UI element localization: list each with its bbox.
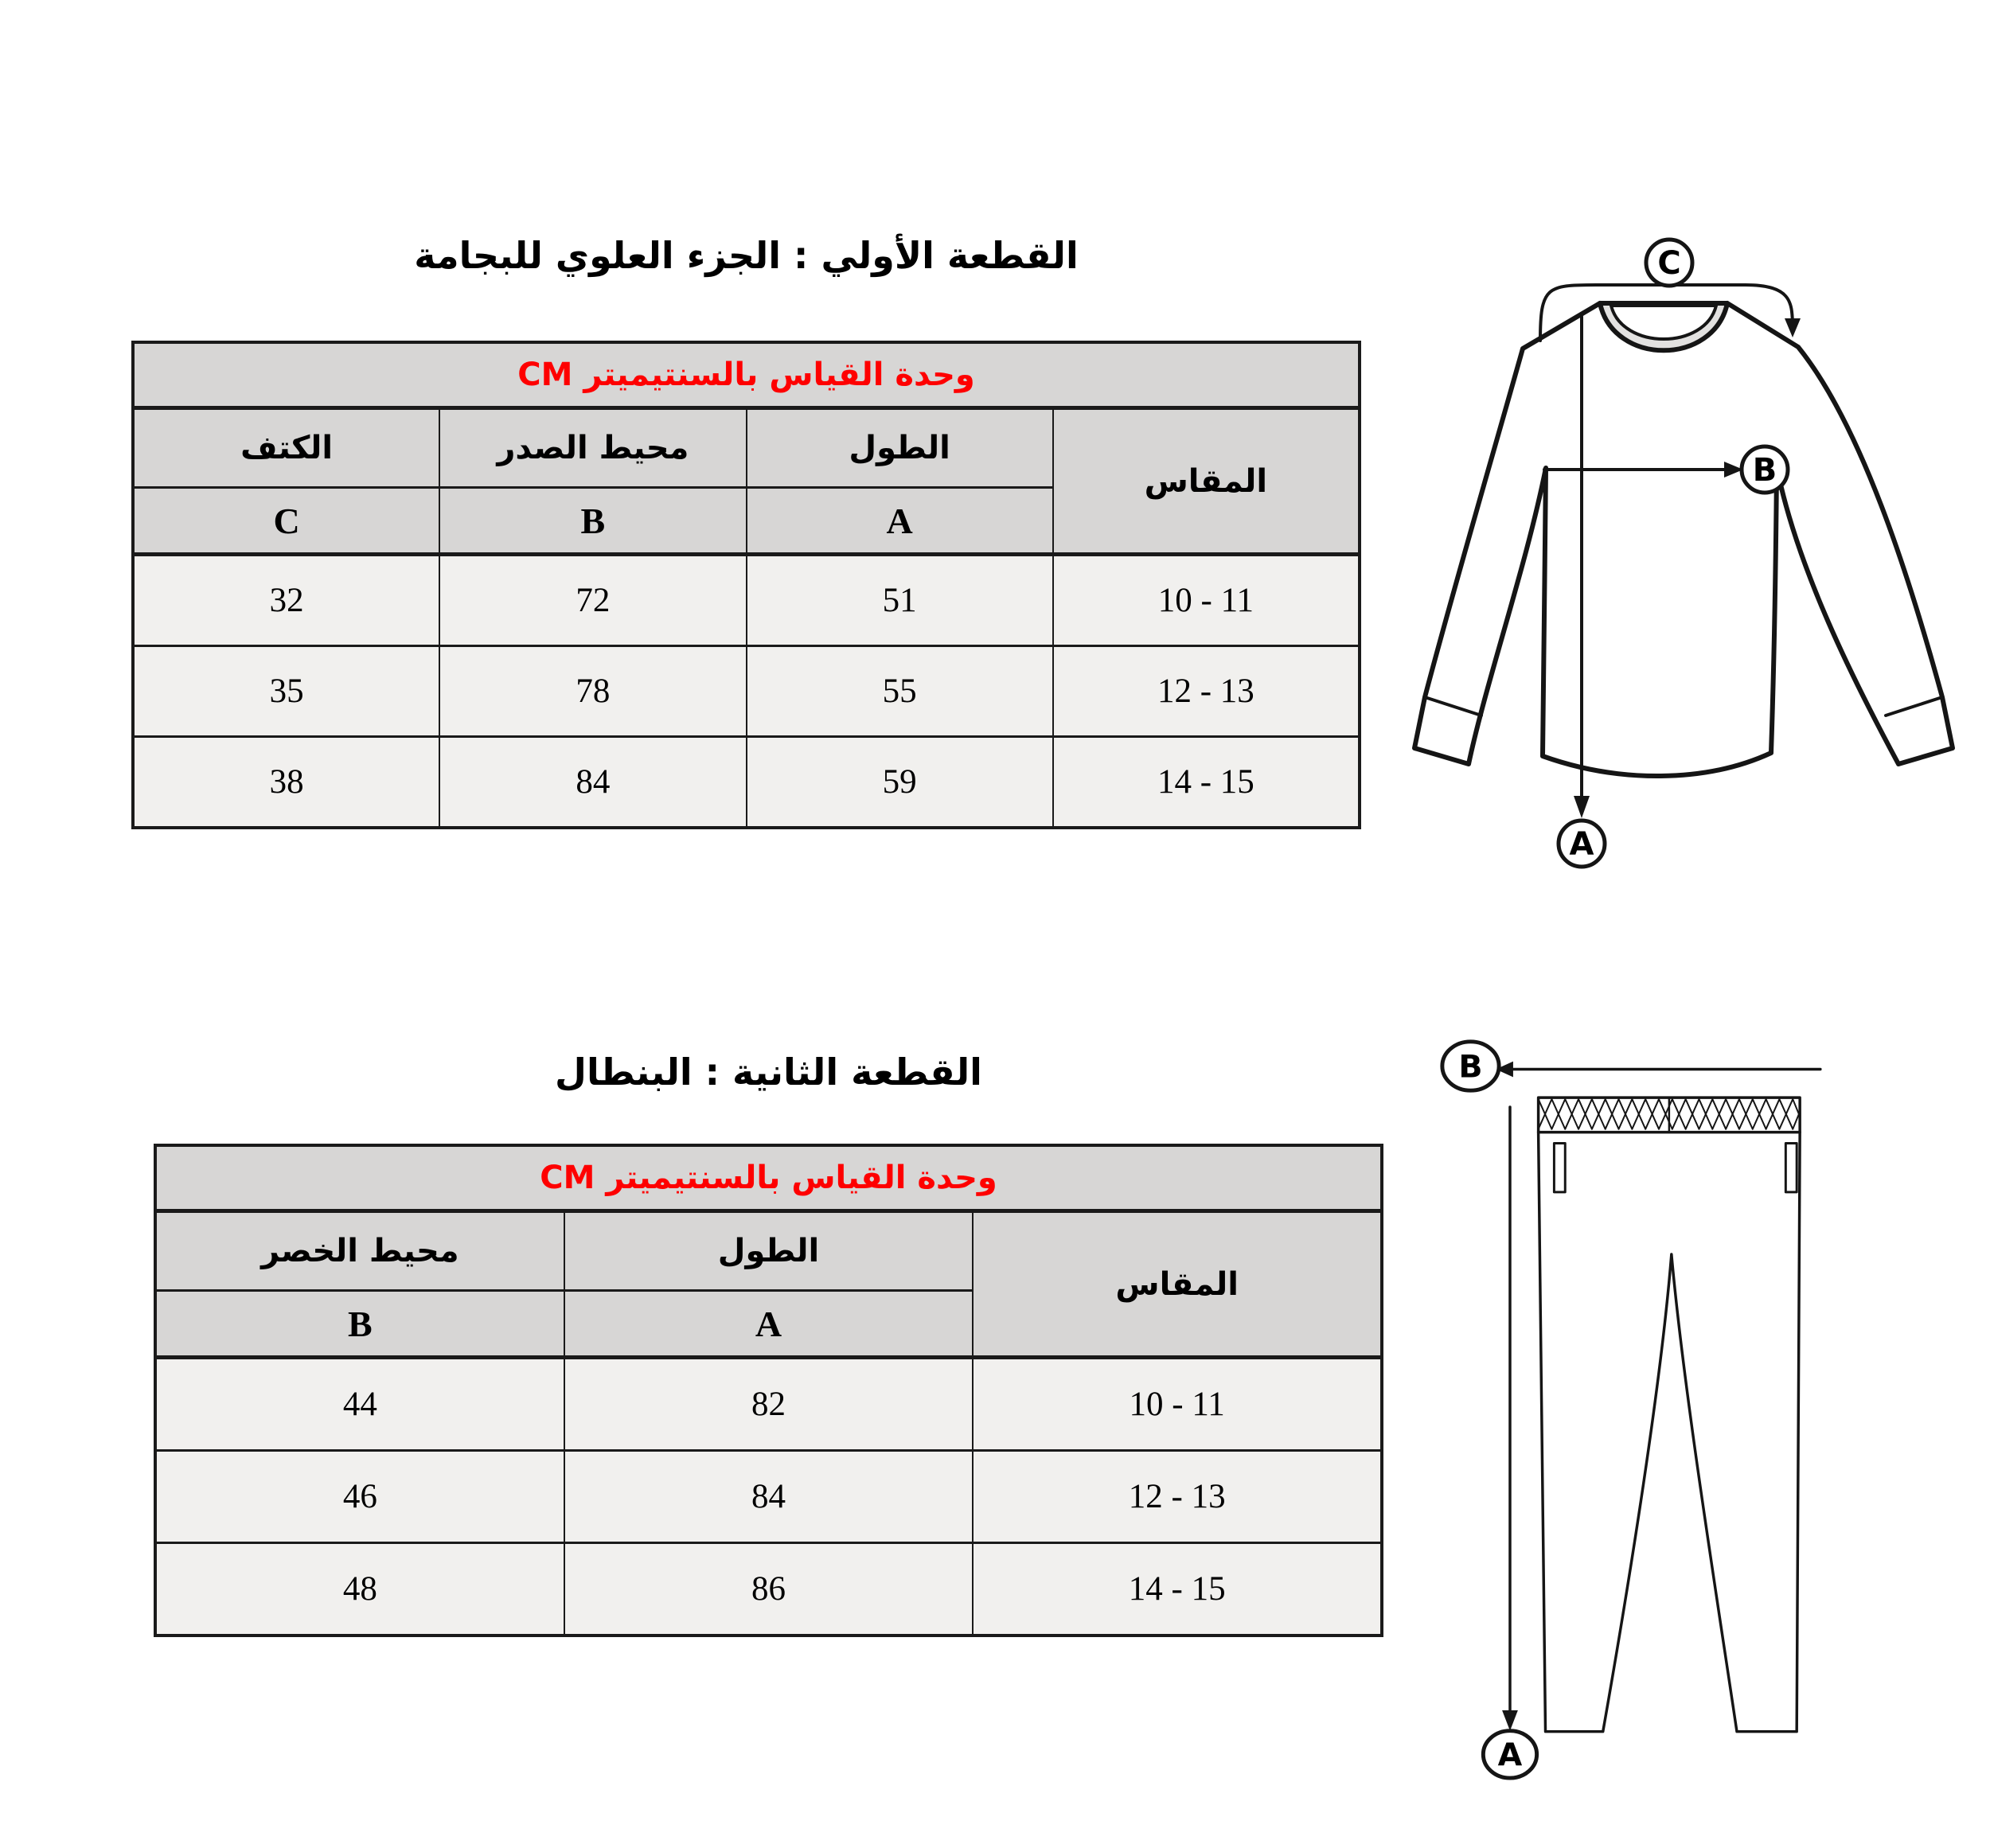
shirt-diagram: [1405, 229, 1962, 874]
chest-value: 84: [439, 737, 746, 828]
length-value: 84: [564, 1451, 974, 1543]
length-letter: A: [1497, 1737, 1523, 1774]
table-row: [155, 1358, 1382, 1451]
shoulder-column-header: الكتف: [133, 408, 439, 488]
length-letter-cell: A: [564, 1291, 974, 1358]
waist-letter: B: [1458, 1048, 1483, 1086]
shoulder-value: 32: [133, 555, 439, 646]
length-value: 51: [747, 555, 1053, 646]
length-arrowhead: [1574, 796, 1590, 818]
table-row: [133, 646, 1360, 737]
size-value: 14 - 15: [973, 1543, 1382, 1636]
chest-column-header: محيط الصدر: [439, 408, 746, 488]
length-arrowhead: [1502, 1710, 1518, 1731]
chest-value: 78: [439, 646, 746, 737]
table-row: [133, 737, 1360, 828]
waist-column-header: محيط الخصر: [155, 1211, 564, 1291]
length-column-header: الطول: [747, 408, 1053, 488]
shoulder-value: 35: [133, 646, 439, 737]
size-column-header: المقاس: [1053, 408, 1360, 555]
chest-letter: B: [1752, 452, 1777, 489]
unit-header-cell: وحدة القياس بالسنتيميتر CM: [133, 342, 1360, 408]
right-belt-loop: [1785, 1143, 1797, 1191]
shoulder-letter: C: [1657, 245, 1681, 282]
chest-letter-cell: B: [439, 488, 746, 555]
size-value: 12 - 13: [973, 1451, 1382, 1543]
waist-value: 46: [155, 1451, 564, 1543]
size-value: 12 - 13: [1053, 646, 1360, 737]
table-row: [155, 1451, 1382, 1543]
top-size-table: [131, 341, 1361, 829]
waist-letter-cell: B: [155, 1291, 564, 1358]
pants-diagram: [1397, 1028, 1922, 1784]
waist-value: 44: [155, 1358, 564, 1451]
chest-value: 72: [439, 555, 746, 646]
size-value: 10 - 11: [973, 1358, 1382, 1451]
column-label-row: [155, 1211, 1382, 1291]
column-label-row: [133, 408, 1360, 488]
shoulder-arrowhead: [1785, 318, 1801, 337]
length-value: 55: [747, 646, 1053, 737]
left-belt-loop: [1554, 1143, 1565, 1191]
length-column-header: الطول: [564, 1211, 974, 1291]
length-letter-cell: A: [747, 488, 1053, 555]
waist-value: 48: [155, 1543, 564, 1636]
size-value: 14 - 15: [1053, 737, 1360, 828]
length-value: 82: [564, 1358, 974, 1451]
bottom-section-title: القطعة الثانية : البنطال: [555, 1051, 982, 1094]
unit-header-row: [155, 1145, 1382, 1211]
length-value: 86: [564, 1543, 974, 1636]
shoulder-value: 38: [133, 737, 439, 828]
pants-outline: [1539, 1133, 1801, 1732]
bottom-size-table: [154, 1144, 1383, 1637]
table-row: [133, 555, 1360, 646]
top-section-title: القطعة الأولي : الجزء العلوي للبجامة: [414, 234, 1079, 277]
size-value: 10 - 11: [1053, 555, 1360, 646]
shirt-outline: [1414, 303, 1953, 776]
table-row: [155, 1543, 1382, 1636]
shoulder-letter-cell: C: [133, 488, 439, 555]
unit-header-row: [133, 342, 1360, 408]
length-letter: A: [1569, 826, 1594, 863]
unit-header-cell: وحدة القياس بالسنتيميتر CM: [155, 1145, 1382, 1211]
size-column-header: المقاس: [973, 1211, 1382, 1358]
length-value: 59: [747, 737, 1053, 828]
